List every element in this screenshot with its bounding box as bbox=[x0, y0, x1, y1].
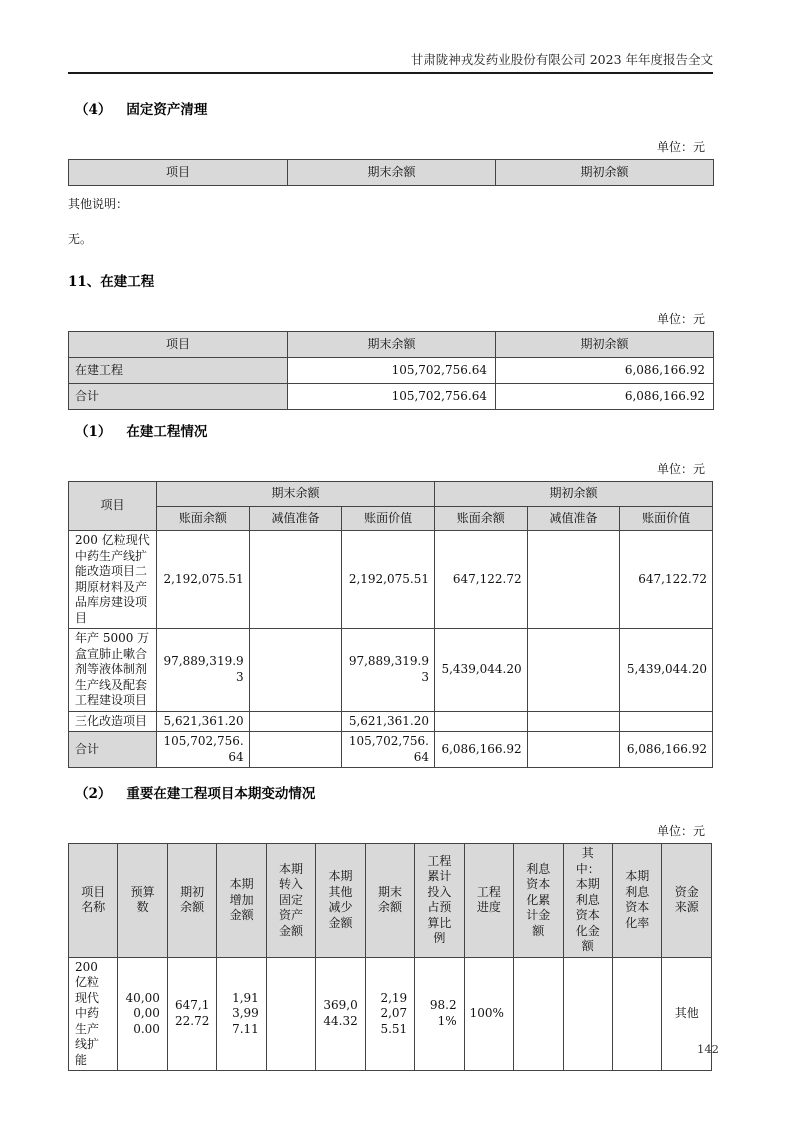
table-cell: 在建工程 bbox=[69, 358, 288, 384]
table-cell: 100% bbox=[464, 957, 513, 1071]
unit-label: 单位：元 bbox=[656, 462, 705, 476]
header-row bbox=[69, 482, 713, 507]
table-cell: 200 亿粒现代中药生产线扩能 bbox=[69, 957, 118, 1071]
column-header: 利息资本化累计金额 bbox=[514, 844, 563, 958]
column-header: 期初余额 bbox=[434, 482, 712, 507]
column-header: 期末余额 bbox=[288, 332, 496, 358]
header-rule bbox=[68, 72, 713, 74]
other-note-label: 其他说明： bbox=[68, 197, 129, 211]
section-heading-fixed-asset-disposal bbox=[75, 101, 713, 119]
page-header bbox=[68, 0, 713, 74]
section-heading-cip-detail bbox=[75, 423, 713, 441]
header-row bbox=[69, 160, 714, 186]
table-cell: 6,086,166.92 bbox=[496, 358, 714, 384]
unit-label: 单位：元 bbox=[656, 140, 705, 154]
unit-label: 单位：元 bbox=[656, 312, 705, 326]
header-row bbox=[69, 506, 713, 531]
table-cell bbox=[514, 957, 563, 1071]
section-title: 重要在建工程项目本期变动情况 bbox=[126, 786, 316, 802]
table-cell: 合计 bbox=[69, 384, 288, 410]
column-header: 账面余额 bbox=[157, 506, 250, 531]
table-row bbox=[69, 732, 713, 768]
table-cell: 105,702,756.64 bbox=[288, 384, 496, 410]
table-cell bbox=[434, 711, 527, 732]
table-cell: 2,192,075.51 bbox=[157, 531, 250, 629]
table-cell bbox=[527, 531, 620, 629]
table-cell: 647,122.72 bbox=[167, 957, 216, 1071]
table-cell: 6,086,166.92 bbox=[620, 732, 713, 768]
table-cell: 5,621,361.20 bbox=[157, 711, 250, 732]
table-cell: 2,192,075.51 bbox=[365, 957, 414, 1071]
column-header: 期末余额 bbox=[288, 160, 496, 186]
column-header: 项目 bbox=[69, 160, 288, 186]
table-cell: 200 亿粒现代中药生产线扩能改造项目二期原材料及产品库房建设项目 bbox=[69, 531, 157, 629]
table-cell bbox=[563, 957, 612, 1071]
cip-summary-table bbox=[68, 331, 714, 410]
table-cell: 2,192,075.51 bbox=[342, 531, 435, 629]
table-cell: 40,000,000.00 bbox=[118, 957, 167, 1071]
fixed-asset-disposal-table bbox=[68, 159, 714, 186]
table-row bbox=[69, 957, 712, 1071]
section-title: 在建工程情况 bbox=[126, 424, 208, 440]
table-cell bbox=[266, 957, 315, 1071]
column-header: 工程累计投入占预算比例 bbox=[415, 844, 464, 958]
table-cell: 105,702,756.64 bbox=[288, 358, 496, 384]
table-cell: 6,086,166.92 bbox=[434, 732, 527, 768]
table-row bbox=[69, 358, 714, 384]
cip-detail-table bbox=[68, 481, 713, 768]
other-note-value: 无。 bbox=[68, 232, 93, 246]
column-header: 期末余额 bbox=[365, 844, 414, 958]
table-cell: 6,086,166.92 bbox=[496, 384, 714, 410]
table-cell: 97,889,319.93 bbox=[342, 629, 435, 712]
column-header: 期初余额 bbox=[496, 332, 714, 358]
table-cell bbox=[249, 629, 342, 712]
header-row bbox=[69, 844, 712, 958]
table-cell bbox=[249, 711, 342, 732]
section-number: （2） bbox=[75, 786, 112, 802]
table-cell: 合计 bbox=[69, 732, 157, 768]
table-cell bbox=[620, 711, 713, 732]
table-cell bbox=[249, 732, 342, 768]
table-cell: 5,621,361.20 bbox=[342, 711, 435, 732]
table-cell bbox=[527, 732, 620, 768]
table-cell: 97,889,319.93 bbox=[157, 629, 250, 712]
column-header: 期初余额 bbox=[496, 160, 714, 186]
table-cell: 369,044.32 bbox=[316, 957, 365, 1071]
column-header: 本期利息资本化率 bbox=[612, 844, 661, 958]
column-header: 预算数 bbox=[118, 844, 167, 958]
header-row bbox=[69, 332, 714, 358]
table-cell bbox=[527, 629, 620, 712]
section-number: （4） bbox=[75, 102, 112, 118]
cip-changes-table bbox=[68, 843, 712, 1071]
column-header: 资金来源 bbox=[662, 844, 712, 958]
page-number: 142 bbox=[697, 1042, 719, 1056]
table-cell: 5,439,044.20 bbox=[620, 629, 713, 712]
column-header: 项目 bbox=[69, 332, 288, 358]
table-cell bbox=[527, 711, 620, 732]
column-header: 项目名称 bbox=[69, 844, 118, 958]
column-header: 减值准备 bbox=[249, 506, 342, 531]
table-cell: 其他 bbox=[662, 957, 712, 1071]
table-cell: 年产 5000 万盒宣肺止嗽合剂等液体制剂生产线及配套工程建设项目 bbox=[69, 629, 157, 712]
column-header: 其中：本期利息资本化金额 bbox=[563, 844, 612, 958]
page-content bbox=[68, 0, 713, 1071]
column-header: 期初余额 bbox=[167, 844, 216, 958]
column-header: 工程进度 bbox=[464, 844, 513, 958]
section-number: （1） bbox=[75, 424, 112, 440]
report-title: 甘肃陇神戎发药业股份有限公司 2023 年年度报告全文 bbox=[410, 52, 713, 67]
unit-label: 单位：元 bbox=[656, 824, 705, 838]
column-header: 本期其他减少金额 bbox=[316, 844, 365, 958]
column-header: 项目 bbox=[69, 482, 157, 531]
table-cell bbox=[249, 531, 342, 629]
section-heading-cip-changes bbox=[75, 785, 713, 803]
section-heading-cip bbox=[68, 273, 713, 291]
table-cell: 105,702,756.64 bbox=[342, 732, 435, 768]
column-header: 账面余额 bbox=[434, 506, 527, 531]
column-header: 本期增加金额 bbox=[217, 844, 266, 958]
table-cell: 647,122.72 bbox=[620, 531, 713, 629]
section-title: 11、在建工程 bbox=[68, 274, 155, 290]
column-header: 账面价值 bbox=[620, 506, 713, 531]
table-cell: 三化改造项目 bbox=[69, 711, 157, 732]
table-row bbox=[69, 629, 713, 712]
column-header: 减值准备 bbox=[527, 506, 620, 531]
table-row bbox=[69, 384, 714, 410]
table-cell: 647,122.72 bbox=[434, 531, 527, 629]
table-cell: 5,439,044.20 bbox=[434, 629, 527, 712]
section-title: 固定资产清理 bbox=[126, 102, 208, 118]
table-row bbox=[69, 531, 713, 629]
column-header: 账面价值 bbox=[342, 506, 435, 531]
column-header: 本期转入固定资产金额 bbox=[266, 844, 315, 958]
table-row bbox=[69, 711, 713, 732]
column-header: 期末余额 bbox=[157, 482, 435, 507]
table-cell bbox=[612, 957, 661, 1071]
table-cell: 98.21% bbox=[415, 957, 464, 1071]
table-cell: 1,913,997.11 bbox=[217, 957, 266, 1071]
table-cell: 105,702,756.64 bbox=[157, 732, 250, 768]
